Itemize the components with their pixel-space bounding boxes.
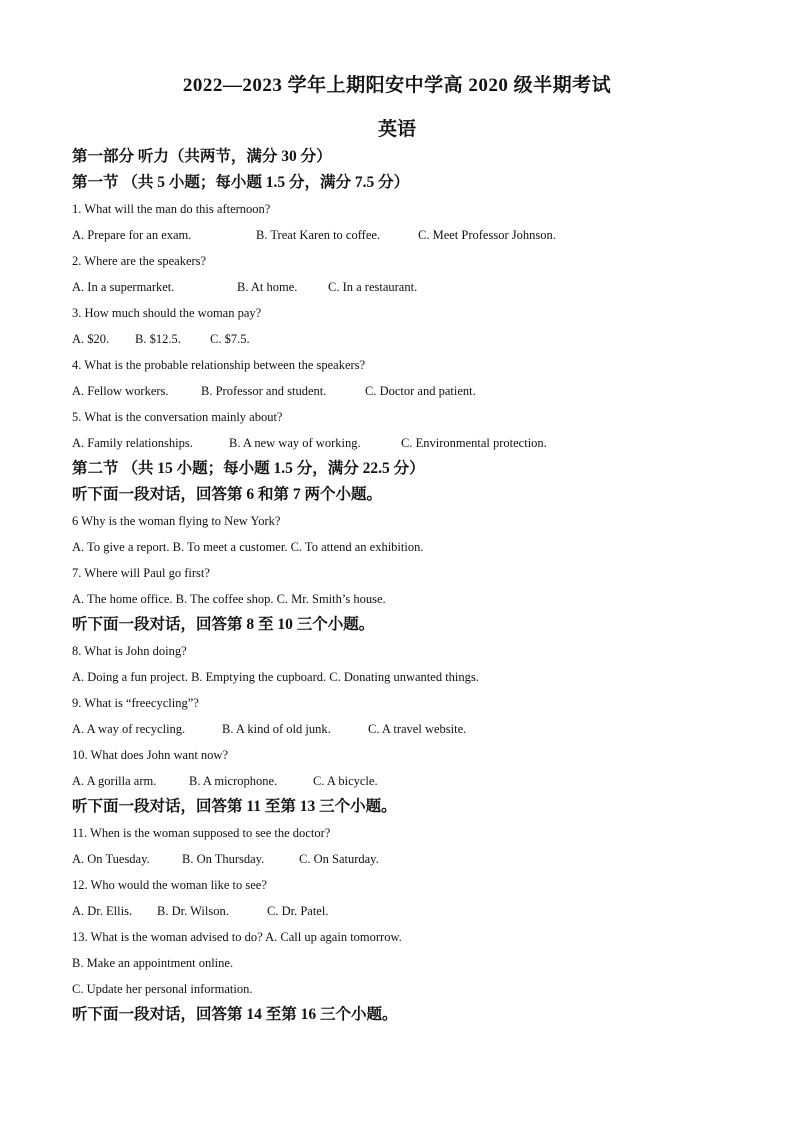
question-8: 8. What is John doing? (72, 644, 187, 658)
section1-heading: 第一节 （共 5 小题；每小题 1.5 分，满分 7.5 分） (72, 174, 410, 191)
option-b: B. $12.5. (135, 332, 181, 346)
section2-heading: 第二节 （共 15 小题；每小题 1.5 分，满分 22.5 分） (72, 460, 425, 477)
question-9-options (72, 716, 752, 742)
question-6-options: A. To give a report. B. To meet a customer. C. To attend an exhibition. (72, 540, 424, 554)
option-c: C. In a restaurant. (328, 280, 418, 294)
question-11: 11. When is the woman supposed to see the doctor? (72, 826, 331, 840)
question-11-options (72, 846, 752, 872)
question-7: 7. Where will Paul go first? (72, 566, 210, 580)
question-1: 1. What will the man do this afternoon? (72, 202, 271, 216)
question-2-options (72, 274, 752, 300)
option-c: C. Doctor and patient. (365, 384, 476, 398)
question-3-options (72, 326, 752, 352)
question-12: 12. Who would the woman like to see? (72, 878, 267, 892)
option-b: B. Treat Karen to coffee. (256, 228, 381, 242)
option-c: C. $7.5. (210, 332, 250, 346)
question-2: 2. Where are the speakers? (72, 254, 207, 268)
question-5-options (72, 430, 752, 456)
group4-instruction: 听下面一段对话，回答第 14 至第 16 三个小题。 (72, 1006, 398, 1023)
option-a: A. In a supermarket. (72, 280, 175, 294)
option-a: A. Prepare for an exam. (72, 228, 192, 242)
group1-instruction: 听下面一段对话，回答第 6 和第 7 两个小题。 (72, 486, 383, 503)
question-3: 3. How much should the woman pay? (72, 306, 262, 320)
question-4: 4. What is the probable relationship between the speakers? (72, 358, 366, 372)
question-8-options: A. Doing a fun project. B. Emptying the cupboard. C. Donating unwanted things. (72, 670, 479, 684)
group3-instruction: 听下面一段对话，回答第 11 至第 13 三个小题。 (72, 798, 397, 815)
question-13: 13. What is the woman advised to do? A. Call up again tomorrow. (72, 930, 402, 944)
option-c: C. Meet Professor Johnson. (418, 228, 556, 242)
option-b: B. Professor and student. (201, 384, 327, 398)
option-a: A. Fellow workers. (72, 384, 169, 398)
option-b: B. Dr. Wilson. (157, 904, 229, 918)
option-b: B. A kind of old junk. (222, 722, 331, 736)
option-a: A. Family relationships. (72, 436, 193, 450)
question-10-options (72, 768, 752, 794)
question-1-options (72, 222, 752, 248)
question-13-option-b: B. Make an appointment online. (72, 956, 234, 970)
option-c: C. A bicycle. (313, 774, 378, 788)
option-b: B. A new way of working. (229, 436, 361, 450)
option-c: C. Dr. Patel. (267, 904, 329, 918)
part1-heading: 第一部分 听力（共两节，满分 30 分） (72, 148, 332, 165)
question-6: 6 Why is the woman flying to New York? (72, 514, 281, 528)
exam-content (72, 144, 752, 1028)
option-a: A. $20. (72, 332, 110, 346)
group2-instruction: 听下面一段对话，回答第 8 至 10 三个小题。 (72, 616, 375, 633)
question-13-option-c: C. Update her personal information. (72, 982, 253, 996)
question-7-options: A. The home office. B. The coffee shop. C. Mr. Smith’s house. (72, 592, 386, 606)
option-c: C. A travel website. (368, 722, 467, 736)
option-a: A. A way of recycling. (72, 722, 186, 736)
subject-title: 英语 (377, 119, 416, 140)
option-b: B. At home. (237, 280, 298, 294)
question-5: 5. What is the conversation mainly about? (72, 410, 283, 424)
option-b: B. On Thursday. (182, 852, 265, 866)
option-a: A. A gorilla arm. (72, 774, 157, 788)
option-b: B. A microphone. (189, 774, 278, 788)
option-c: C. On Saturday. (299, 852, 379, 866)
option-c: C. Environmental protection. (401, 436, 547, 450)
question-4-options (72, 378, 752, 404)
option-a: A. On Tuesday. (72, 852, 150, 866)
question-9: 9. What is “freecycling”? (72, 696, 199, 710)
question-10: 10. What does John want now? (72, 748, 228, 762)
question-12-options (72, 898, 752, 924)
exam-title: 2022—2023 学年上期阳安中学高 2020 级半期考试 (182, 75, 612, 96)
option-a: A. Dr. Ellis. (72, 904, 133, 918)
